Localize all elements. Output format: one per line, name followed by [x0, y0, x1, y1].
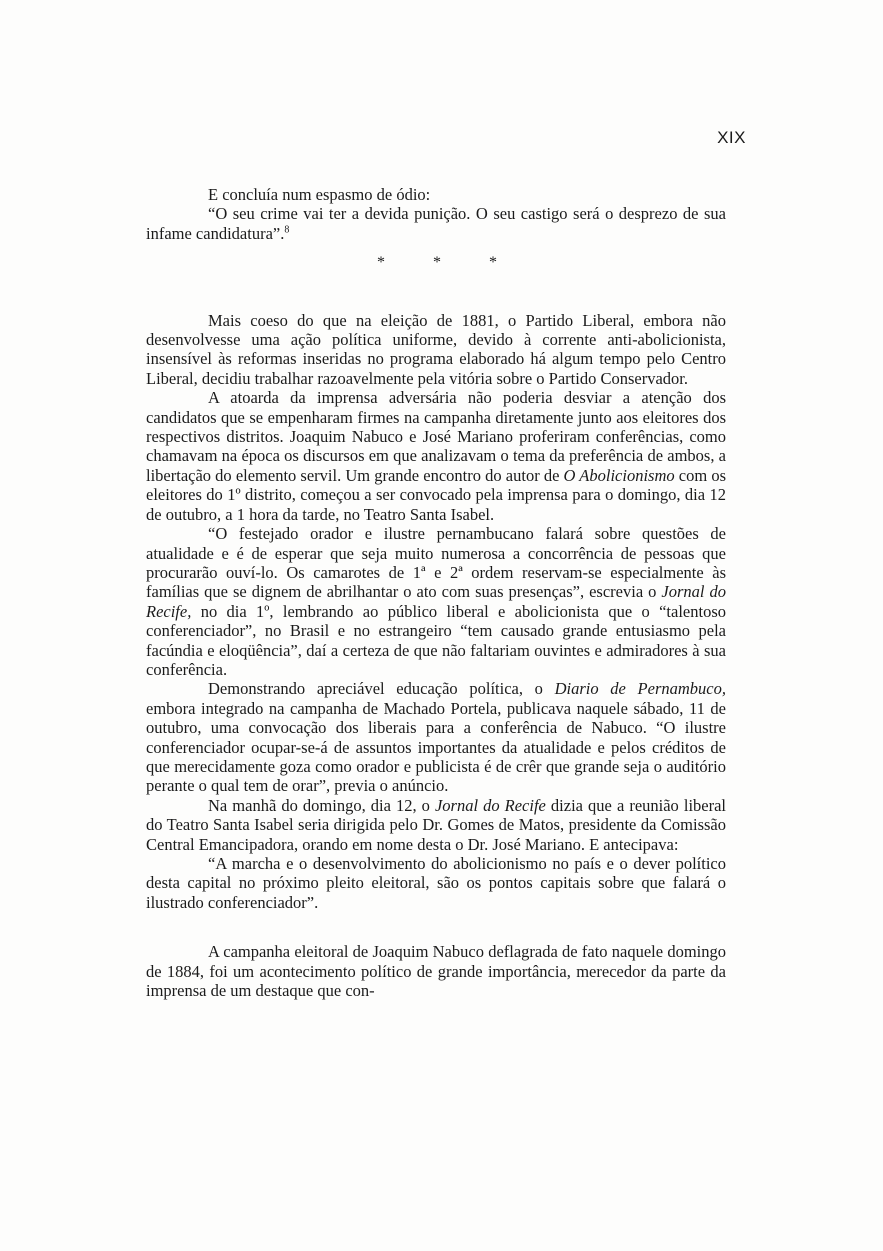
quote-paragraph-1 [146, 204, 726, 243]
paragraph-festejado-orador [146, 524, 726, 679]
body-text [146, 185, 726, 1000]
page-number: XIX [717, 128, 746, 147]
paragraph-text: dizia que a reunião liberal do Teatro Santa Isabel seria dirigida pelo Dr. Gomes de Matos, presidente da Comissão Central Emancipadora, orando em nome desta o Dr. José Mariano. E antecipava: [146, 795, 726, 854]
quote-paragraph-2: “A marcha e o desenvolvimento do abolicionismo no país e o dever político desta capital no próximo pleito eleitoral, são os pontos capitais sobre que falará o ilustrado conferenciador”. [146, 854, 726, 912]
quote-text: “O seu crime vai ter a devida punição. O seu castigo será o desprezo de sua infame candidatura”. [146, 204, 726, 243]
paragraph-text: embora integrado na campanha de Machado Portela, publicava naquele sábado, 11 de outubro, uma convocação dos liberais para a conferência de Nabuco. “O ilustre conferenciador ocupar-se-á de assuntos importantes da atualidade e pelos créditos de que merecidamente goza como orador e publicista é de crêr que grande seja o auditório perante o qual tem de orar”, previa o anúncio. [146, 698, 726, 796]
paragraph-text: A atoarda da imprensa adversária não poderia desviar a atenção dos candidatos que se empenharam firmes na campanha diretamente junto aos eleitores dos respectivos distritos. Joaquim Nabuco e José Mariano proferiram conferências, como chamavam na época os discursos em que analizavam o tema da preferência de ambos, a libertação do elemento servil. Um grande encontro do autor de [146, 388, 726, 485]
newspaper-title: Jornal do Recife, [146, 582, 726, 621]
paragraph-text: Na manhã do domingo, dia 12, o [208, 795, 435, 815]
book-title: O Abolicionismo [563, 465, 675, 485]
paragraph-atoarda [146, 388, 726, 524]
paragraph-manha-domingo [146, 796, 726, 854]
paragraph-text: com os eleitores do 1º distrito, começou a ser convocado pela imprensa para o domingo, dia 12 de outubro, a 1 hora da tarde, no Teatro Santa Isabel. [146, 465, 726, 524]
section-separator: * * * [377, 254, 519, 272]
paragraph-intro: E concluía num espasmo de ódio: [208, 185, 431, 204]
paragraph-demonstrando [146, 679, 726, 795]
newspaper-title: Jornal do Recife [434, 795, 546, 815]
paragraph-text: Demonstrando apreciável educação política, o [208, 679, 555, 699]
paragraph-text: “O festejado orador e ilustre pernambucano falará sobre questões de atualidade e é de esperar que seja muito numerosa a concorrência de pessoas que procurarão ouví-lo. Os camarotes de 1ª e 2ª ordem reservam-se especialmente às famílias que se dignem de abrilhantar o ato com suas presenças”, escrevia o [146, 524, 726, 602]
paragraph-campanha-eleitoral: A campanha eleitoral de Joaquim Nabuco deflagrada de fato naquele domingo de 1884, foi um acontecimento político de grande importância, merecedor da parte da imprensa de um destaque que con- [146, 942, 726, 1001]
paragraph-partido-liberal: Mais coeso do que na eleição de 1881, o Partido Liberal, embora não desenvolvesse uma ação política uniforme, devido à corrente anti-abolicionista, insensível às reformas inseridas no programa elaborado há algum tempo pelo Centro Liberal, decidiu trabalhar razoavelmente pela vitória sobre o Partido Conservador. [146, 310, 726, 388]
footnote-marker: 8 [284, 224, 290, 236]
paragraph-text: no dia 1º, lembrando ao público liberal e abolicionista que o “talentoso conferenciador”, no Brasil e no estrangeiro “tem causado grande entusiasmo pela facúndia e eloqüência”, daí a certeza de que não faltariam ouvintes e admiradores à sua conferência. [146, 601, 726, 679]
newspaper-title: Diario de Pernambuco, [554, 679, 726, 699]
